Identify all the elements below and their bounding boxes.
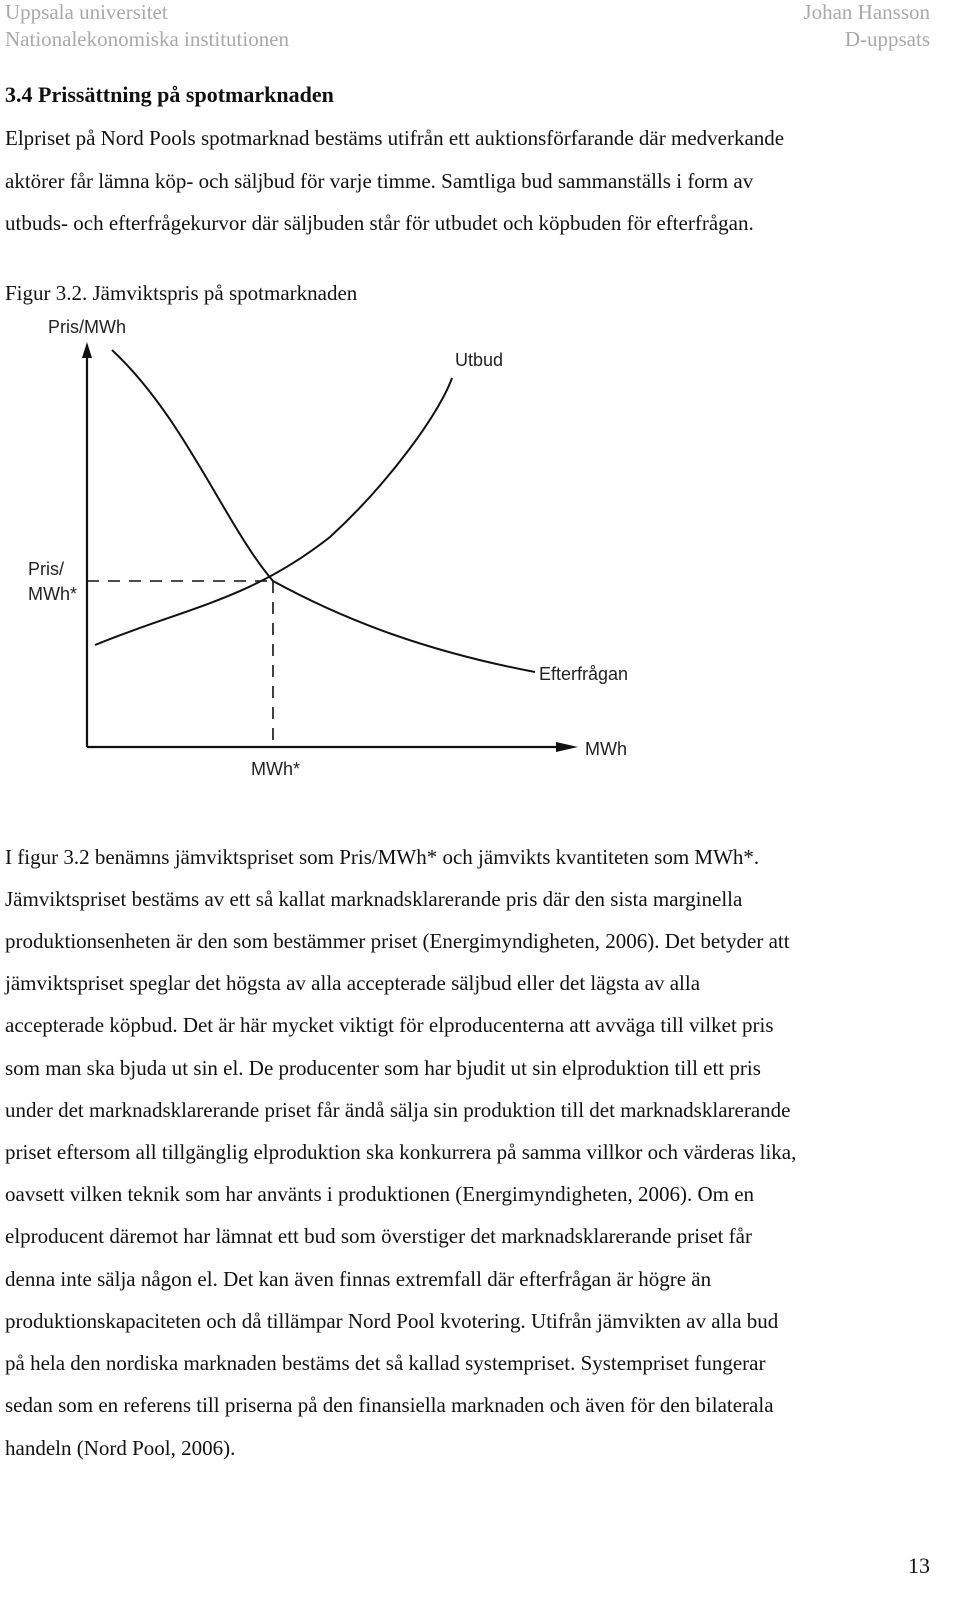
intro-line: utbuds- och efterfrågekurvor där säljbuden står för utbudet och köpbuden för efterfrågan. — [5, 211, 754, 235]
body-line: sedan som en referens till priserna på den finansiella marknaden och även för den bilaterala — [5, 1393, 774, 1417]
body-line: denna inte sälja någon el. Det kan även finnas extremfall där efterfrågan är högre än — [5, 1267, 712, 1291]
x-axis-label: MWh — [585, 739, 627, 759]
body-line: priset eftersom all tillgänglig elproduktion ska konkurrera på samma villkor och värderas lika, — [5, 1140, 797, 1164]
body-line: elproducent däremot har lämnat ett bud som överstiger det marknadsklarerande priset får — [5, 1224, 752, 1248]
demand-label: Efterfrågan — [539, 664, 629, 684]
eq-quantity-label: MWh* — [251, 759, 300, 779]
supply-demand-diagram — [0, 300, 960, 820]
demand-curve — [112, 350, 535, 672]
x-axis-arrow — [556, 742, 578, 752]
eq-price-label-line2: MWh* — [28, 584, 77, 604]
header-document-type: D-uppsats — [844, 27, 930, 51]
figure-caption: Figur 3.2. Jämviktspris på spotmarknaden — [5, 281, 358, 305]
body-line: som man ska bjuda ut sin el. De producenter som har bjudit ut sin elproduktion till ett pris — [5, 1056, 761, 1080]
body-line: handeln (Nord Pool, 2006). — [5, 1436, 236, 1460]
intro-line: Elpriset på Nord Pools spotmarknad bestäms utifrån ett auktionsförfarande där medverkande — [5, 126, 785, 150]
supply-label: Utbud — [455, 350, 504, 370]
header-author: Johan Hansson — [803, 0, 930, 24]
body-line: jämviktspriset speglar det högsta av alla accepterade säljbud eller det lägsta av alla — [5, 971, 701, 995]
body-line: under det marknadsklarerande priset får ändå sälja sin produktion till det marknadsklarerande — [5, 1098, 791, 1122]
body-line: accepterade köpbud. Det är här mycket viktigt för elproducenterna att avväga till vilket pris — [5, 1013, 774, 1037]
y-axis-label: Pris/MWh — [48, 317, 126, 337]
body-line: Jämviktspriset bestäms av ett så kallat marknadsklarerande pris där den sista marginella — [5, 887, 743, 911]
body-line: produktionsenheten är den som bestämmer priset (Energimyndigheten, 2006). Det betyder att — [5, 929, 790, 953]
body-line: oavsett vilken teknik som har använts i produktionen (Energimyndigheten, 2006). Om en — [5, 1182, 755, 1206]
section-heading: 3.4 Prissättning på spotmarknaden — [5, 82, 334, 107]
header-department: Nationalekonomiska institutionen — [5, 27, 290, 51]
intro-line: aktörer får lämna köp- och säljbud för varje timme. Samtliga bud sammanställs i form av — [5, 169, 754, 193]
y-axis-arrow — [82, 342, 92, 358]
body-line: på hela den nordiska marknaden bestäms det så kallad systempriset. Systempriset fungerar — [5, 1351, 766, 1375]
header-university: Uppsala universitet — [5, 0, 168, 24]
eq-price-label-line1: Pris/ — [28, 559, 64, 579]
body-line: I figur 3.2 benämns jämviktspriset som Pris/MWh* och jämvikts kvantiteten som MWh*. — [5, 845, 760, 869]
page-number: 13 — [908, 1553, 930, 1578]
body-line: produktionskapaciteten och då tillämpar Nord Pool kvotering. Utifrån jämvikten av alla bud — [5, 1309, 779, 1333]
